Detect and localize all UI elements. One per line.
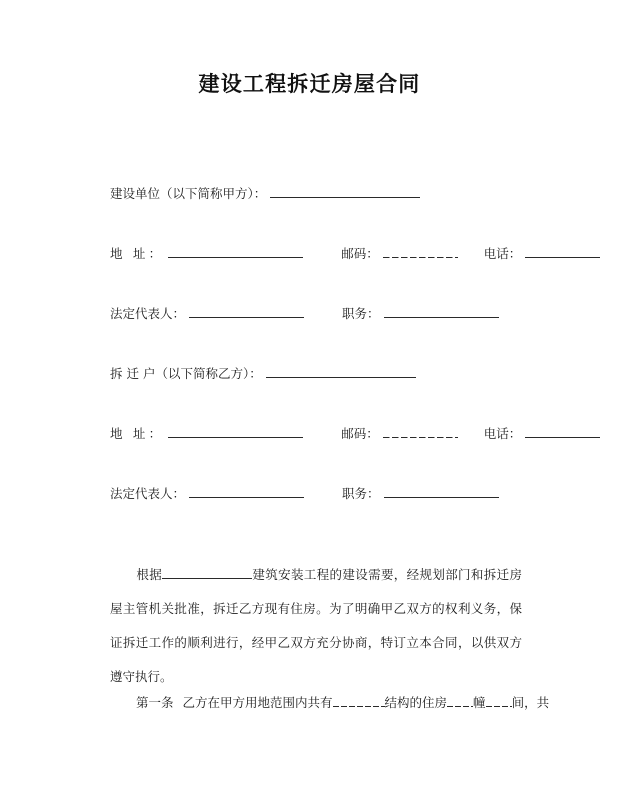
party-a-address-input[interactable] xyxy=(168,244,303,258)
house-building-count-input[interactable] xyxy=(447,694,473,707)
field-row-party-b-legal-rep xyxy=(0,484,619,544)
party-a-postcode-label: 邮码： xyxy=(341,246,379,261)
party-a-phone-input[interactable] xyxy=(525,244,600,258)
party-a-name-input[interactable] xyxy=(270,184,420,198)
contract-parties-form xyxy=(0,184,619,544)
party-b-name-label: 拆 迁 户（以下简称乙方）： xyxy=(110,366,262,381)
field-row-party-a-address xyxy=(0,244,619,304)
clause-one-number: 第一条 xyxy=(136,695,174,710)
party-a-legal-rep-input[interactable] xyxy=(189,304,304,318)
party-b-name-input[interactable] xyxy=(266,364,416,378)
party-b-phone-input[interactable] xyxy=(525,424,600,438)
field-row-party-a-legal-rep xyxy=(0,304,619,364)
clause-one-paragraph xyxy=(110,692,550,714)
party-a-phone-label: 电话： xyxy=(483,246,522,261)
party-a-legal-rep-label: 法定代表人： xyxy=(110,306,186,321)
clause-one-text-3: 幢 xyxy=(473,695,486,710)
preamble-section xyxy=(110,558,522,694)
party-a-address-label: 地 址： xyxy=(110,246,165,261)
house-room-count-input[interactable] xyxy=(486,694,512,707)
clause-one-section xyxy=(110,692,550,714)
party-a-position-label: 职务： xyxy=(342,306,380,321)
party-b-postcode-input[interactable] xyxy=(383,425,458,438)
house-structure-input[interactable] xyxy=(333,694,385,707)
party-b-position-input[interactable] xyxy=(384,484,499,498)
party-b-address-label: 地 址： xyxy=(110,426,165,441)
party-b-phone-label: 电话： xyxy=(483,426,522,441)
page-title: 建设工程拆迁房屋合同 xyxy=(198,72,421,96)
field-row-party-b-address xyxy=(0,424,619,484)
party-a-name-label: 建设单位（以下简称甲方）： xyxy=(110,186,267,201)
clause-one-text-4: 间，共 xyxy=(511,695,550,710)
party-b-legal-rep-input[interactable] xyxy=(189,484,304,498)
field-row-party-a-name xyxy=(0,184,619,244)
party-a-postcode-input[interactable] xyxy=(383,245,458,258)
party-b-postcode-label: 邮码： xyxy=(341,426,379,441)
preamble-text-after-blank: 建筑安装工程的建设需要，经规划部门和拆迁房屋主管机关批准，拆迁乙方现有住房。为了明确甲乙双方的权利义务，保证拆迁工作的顺利进行，经甲乙双方充分协商，特订立本合同，以供双方遵守执行。 xyxy=(110,567,522,684)
project-name-input[interactable] xyxy=(162,565,252,579)
party-b-address-input[interactable] xyxy=(168,424,303,438)
field-row-party-b-name xyxy=(0,364,619,424)
clause-one-text-2: 结构的住房 xyxy=(384,695,448,710)
party-b-position-label: 职务： xyxy=(342,486,380,501)
clause-one-text-1: 乙方在甲方用地范围内共有 xyxy=(182,695,333,710)
party-b-legal-rep-label: 法定代表人： xyxy=(110,486,186,501)
preamble-text-before-blank: 根据 xyxy=(136,567,163,582)
preamble-paragraph xyxy=(110,558,522,694)
party-a-position-input[interactable] xyxy=(384,304,499,318)
